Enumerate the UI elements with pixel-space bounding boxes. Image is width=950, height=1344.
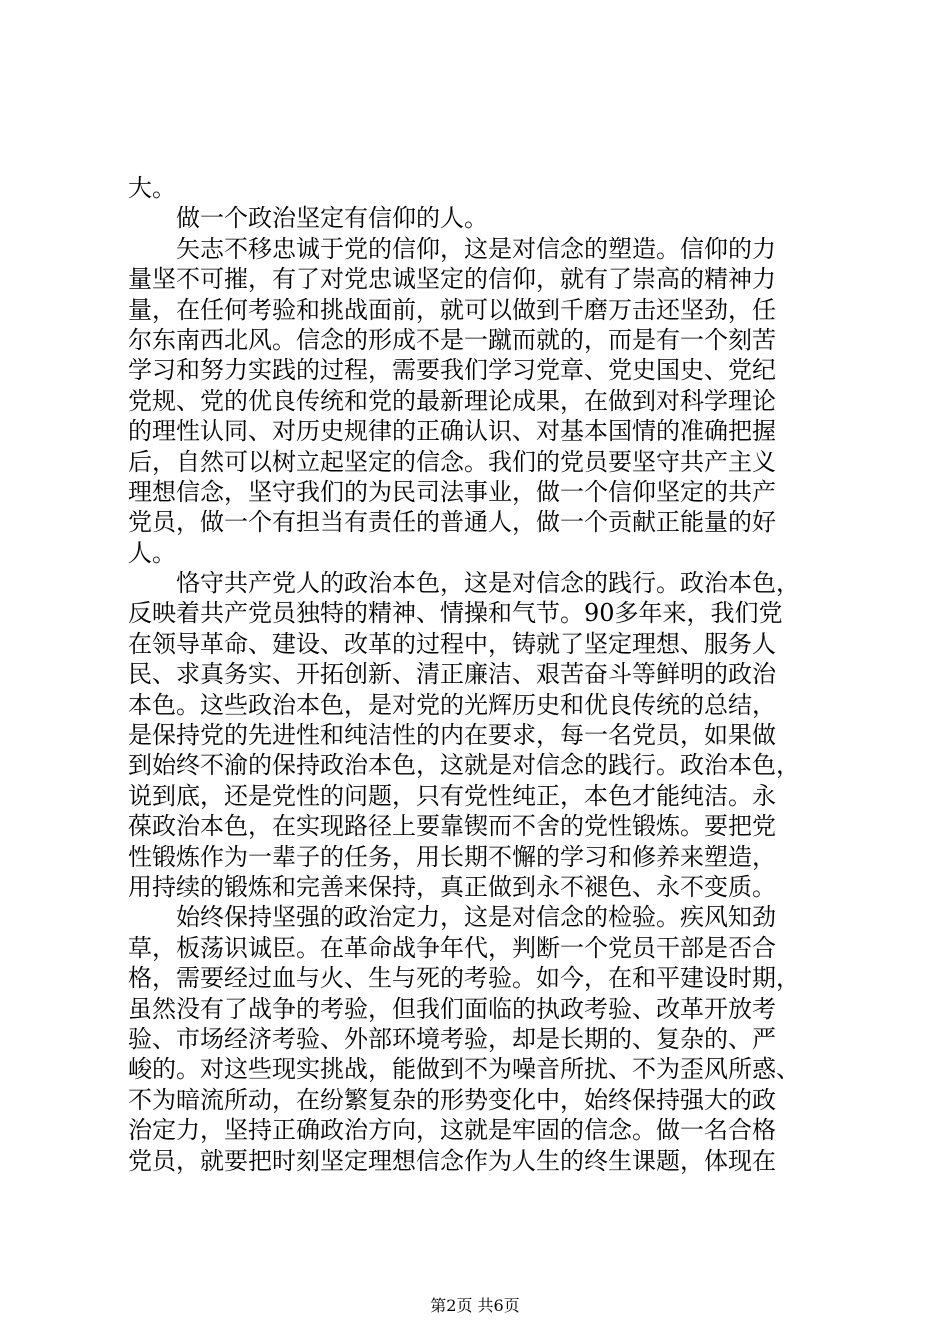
text-line: 反映着共产党员独特的精神、情操和气节。90多年来，我们党 bbox=[128, 599, 783, 628]
text-line: 用持续的锻炼和完善来保持，真正做到永不褪色、永不变质。 bbox=[128, 872, 776, 901]
text-line: 大。 bbox=[128, 174, 176, 202]
text-line: 后，自然可以树立起坚定的信念。我们的党员要坚守共产主义 bbox=[128, 447, 776, 476]
text-line: 峻的。对这些现实挑战，能做到不为噪音所扰、不为歪风所惑、 bbox=[128, 1055, 800, 1084]
text-line: 党员，做一个有担当有责任的普通人，做一个贡献正能量的好 bbox=[128, 508, 776, 537]
text-line: 量，在任何考验和挑战面前，就可以做到千磨万击还坚劲，任 bbox=[128, 295, 776, 324]
text-line: 草，板荡识诚臣。在革命战争年代，判断一个党员干部是否合 bbox=[128, 933, 776, 962]
text-line: 不为暗流所动，在纷繁复杂的形势变化中，始终保持强大的政 bbox=[128, 1085, 776, 1114]
text-line: 是保持党的先进性和纯洁性的内在要求，每一名党员，如果做 bbox=[128, 721, 776, 750]
text-line: 党员，就要把时刻坚定理想信念作为人生的终生课题，体现在 bbox=[128, 1146, 776, 1175]
text-line: 本色。这些政治本色，是对党的光辉历史和优良传统的总结， bbox=[128, 690, 776, 719]
text-line: 党规、党的优良传统和党的最新理论成果，在做到对科学理论 bbox=[128, 386, 776, 415]
text-line: 的理性认同、对历史规律的正确认识、对基本国情的准确把握 bbox=[128, 417, 776, 446]
text-line: 尔东南西北风。信念的形成不是一蹴而就的，而是有一个刻苦 bbox=[128, 325, 776, 354]
page-number-footer: 第2页 共6页 bbox=[430, 1296, 520, 1315]
text-line: 说到底，还是党性的问题，只有党性纯正，本色才能纯洁。永 bbox=[128, 781, 776, 810]
text-line: 葆政治本色，在实现路径上要靠锲而不舍的党性锻炼。要把党 bbox=[128, 812, 776, 841]
text-line: 理想信念，坚守我们的为民司法事业，做一个信仰坚定的共产 bbox=[128, 477, 776, 506]
text-line: 到始终不渝的保持政治本色，这就是对信念的践行。政治本色， bbox=[128, 751, 800, 780]
text-line: 做一个政治坚定有信仰的人。 bbox=[128, 204, 488, 233]
text-line: 恪守共产党人的政治本色，这是对信念的践行。政治本色， bbox=[128, 569, 800, 598]
text-line: 民、求真务实、开拓创新、清正廉洁、艰苦奋斗等鲜明的政治 bbox=[128, 660, 776, 689]
text-line: 在领导革命、建设、改革的过程中，铸就了坚定理想、服务人 bbox=[128, 629, 776, 658]
document-body bbox=[128, 173, 828, 1176]
text-line: 人。 bbox=[128, 538, 176, 567]
text-line: 验、市场经济考验、外部环境考验，却是长期的、复杂的、严 bbox=[128, 1024, 776, 1053]
text-line: 学习和努力实践的过程，需要我们学习党章、党史国史、党纪 bbox=[128, 356, 776, 385]
text-line: 格，需要经过血与火、生与死的考验。如今，在和平建设时期， bbox=[128, 964, 800, 993]
text-line: 量坚不可摧，有了对党忠诚坚定的信仰，就有了崇高的精神力 bbox=[128, 265, 776, 294]
text-line: 虽然没有了战争的考验，但我们面临的执政考验、改革开放考 bbox=[128, 994, 776, 1023]
text-line: 始终保持坚强的政治定力，这是对信念的检验。疾风知劲 bbox=[128, 903, 776, 932]
text-line: 矢志不移忠诚于党的信仰，这是对信念的塑造。信仰的力 bbox=[128, 234, 776, 263]
text-line: 治定力，坚持正确政治方向，这就是牢固的信念。做一名合格 bbox=[128, 1116, 776, 1145]
text-line: 性锻炼作为一辈子的任务，用长期不懈的学习和修养来塑造， bbox=[128, 842, 776, 871]
